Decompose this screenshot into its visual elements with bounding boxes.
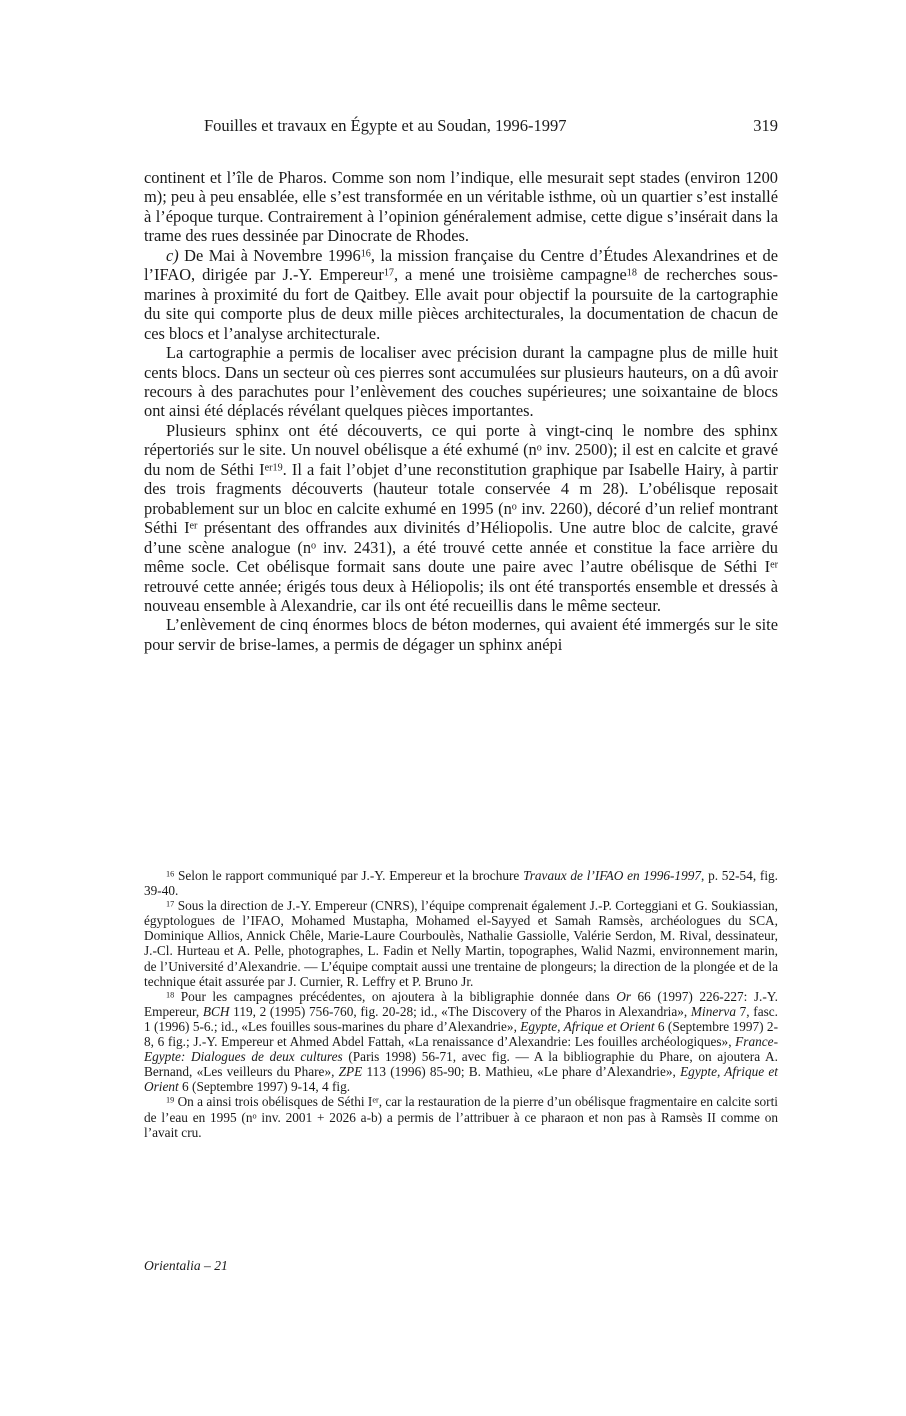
footnote-18: $^{18}$ Pour les campagnes précédentes, on ajoutera à la bibligraphie donnée dans Or 66 (1997) 226-227: J.-Y. Empereur, BCH 119, 2 (1995) 756-760, fig. 20-28; id., «The Discovery of the Pharos in Alexandria», Minerva 7, fasc. 1 (1996) 5-6.; id., «Les fouilles sous-marines du phare d’Alexandrie», Egypte, Afrique et Orient 6 (Septembre 1997) 2-8, 6 fig.; J.-Y. Empereur et Ahmed Abdel Fattah, «La renaissance d’Alexandrie: Les fouilles archéologiques», France-Egypte: Dialogues de deux cultures (Paris 1998) 56-71, avec fig. — A la bibliographie du Phare, on ajoutera A. Bernand, «Les veilleurs du Phare», ZPE 113 (1996) 85-90; B. Mathieu, «Le phare d’Alexandrie», Egypte, Afrique et Orient 6 (Septembre 1997) 9-14, 4 fig. bbox=[144, 988, 779, 1095]
paragraph-continuation: continent et l’île de Pharos. Comme son nom l’indique, elle mesurait sept stades (environ 1200 m); peu à peu ensablée, elle s’est transformée en un véritable isthme, où un quartier s’est installé à l’époque turque. Contrairement à l’opinion généralement admise, cette digue s’insérait dans la trame des rues dessinée par Dinocrate de Rhodes. bbox=[144, 168, 778, 246]
signature-mark: Orientalia – 21 bbox=[144, 1258, 228, 1273]
sheet-number: 21 bbox=[214, 1258, 228, 1273]
footnote-19: $^{19}$ On a ainsi trois obélisques de Séthi Ier, car la restauration de la pierre d’un obélisque fragmentaire en calcite sorti de l’eau en 1995 ($n^o$ inv. 2001 + 2026 a-b) a permis de l’attribuer à ce pharaon et non pas à Ramsès II comme on l’avait cru. bbox=[144, 1094, 778, 1140]
main-text bbox=[144, 168, 778, 654]
footnote-number: 18 bbox=[166, 990, 175, 1000]
running-title: Fouilles et travaux en Égypte et au Soudan, 1996-1997 bbox=[204, 116, 567, 135]
section-label: c) bbox=[166, 245, 179, 265]
footnote-number: 19 bbox=[166, 1095, 175, 1105]
footnote-16: $^{16}$ Selon le rapport communiqué par J.-Y. Empereur et la brochure Travaux de l’IFAO en 1996-1997, p. 52-54, fig. 39-40. bbox=[144, 868, 778, 899]
paragraph-cartography: La cartographie a permis de localiser avec précision durant la campagne plus de mille huit cents blocs. Dans un secteur où ces pierres sont accumulées sur plusieurs hauteurs, on a dû avoir recours à des parachutes pour l’enlèvement des couches supérieures; une soixantaine de blocs ont ainsi été déplacés révélant quelques pièces importantes. bbox=[144, 343, 778, 421]
paragraph-sphinx: Plusieurs sphinx ont été découverts, ce qui porte à vingt-cinq le nombre des sphinx répertoriés sur le site. Un nouvel obélisque a été exhumé ($n^o$ inv. 2500); il est en calcite et gravé du nom de Séthi $I^{er19}$. Il a fait l’objet d’une reconstitution graphique par Isabelle Hairy, à partir des trois fragments découverts (hauteur totale conservée 4 m 28). L’obélisque reposait probablement sur un bloc en calcite exhumé en 1995 ($n^o$ inv. 2260), décoré d’un relief montrant Séthi Ier présentant des offrandes aux divinités d’Héliopolis. Une autre bloc de calcite, gravé d’une scène analogue ($n^o$ inv. 2431), a été trouvé cette année et constitue la face arrière du même socle. Cet obélisque formait sans doute une paire avec l’autre obélisque de Séthi Ier retrouvé cette année; érigés tous deux à Héliopolis; ils ont été transportés ensemble et dressés à nouveau ensemble à Alexandrie, car ils ont été recueillis dans le même secteur. bbox=[144, 420, 779, 615]
journal-name: Orientalia bbox=[144, 1258, 201, 1273]
footnote-ref-17[interactable]: 17 bbox=[383, 267, 394, 279]
paragraph-c: c) De Mai à Novembre 1996$^{16}$, la mission française du Centre d’Études Alexandrines et de l’IFAO, dirigée par J.-Y. Empereur$^{17}$, a mené une troisième campagne$^{18}$ de recherches sous-marines à proximité du fort de Qaitbey. Elle avait pour objectif la poursuite de la cartographie du site qui comporte plus de deux mille pièces architecturales, la documentation de chacun de ces blocs et l’analyse architecturale. bbox=[144, 245, 778, 343]
running-header bbox=[144, 116, 778, 140]
page-number: 319 bbox=[753, 116, 778, 135]
footnote-ref-18[interactable]: 18 bbox=[626, 267, 637, 279]
footnote-ref-16[interactable]: 16 bbox=[360, 248, 371, 260]
paragraph-concrete-blocks: L’enlèvement de cinq énormes blocs de béton modernes, qui avaient été immergés sur le site pour servir de brise-lames, a permis de dégager un sphinx anépi bbox=[144, 615, 778, 654]
footnote-number: 17 bbox=[166, 899, 175, 909]
footnote-17: $^{17}$ Sous la direction de J.-Y. Empereur (CNRS), l’équipe comprenait également J.-P. Corteggiani et G. Soukiassian, égyptologues de l’IFAO, Mohamed Mustapha, Mohamed el-Sayyed et Samah Ramsès, archéologues du SCA, Dominique Allios, Annick Chêle, Marie-Laure Courboulès, Nathalie Gassiolle, Valérie Serdon, M. Rival, dessinateur, J.-Cl. Hurteau et A. Pelle, photographes, L. Fadin et Nelly Martin, topographes, Walid Nazmi, environnement marin, de l’Université d’Alexandrie. — L’équipe comptait aussi une trentaine de plongeurs; la direction de la plongée et de la technique était assurée par J. Curnier, R. Leffry et P. Bruno Jr. bbox=[144, 898, 778, 989]
footnote-ref-19[interactable]: 19 bbox=[272, 462, 283, 474]
footnotes bbox=[144, 868, 778, 1140]
footnote-number: 16 bbox=[166, 869, 175, 879]
